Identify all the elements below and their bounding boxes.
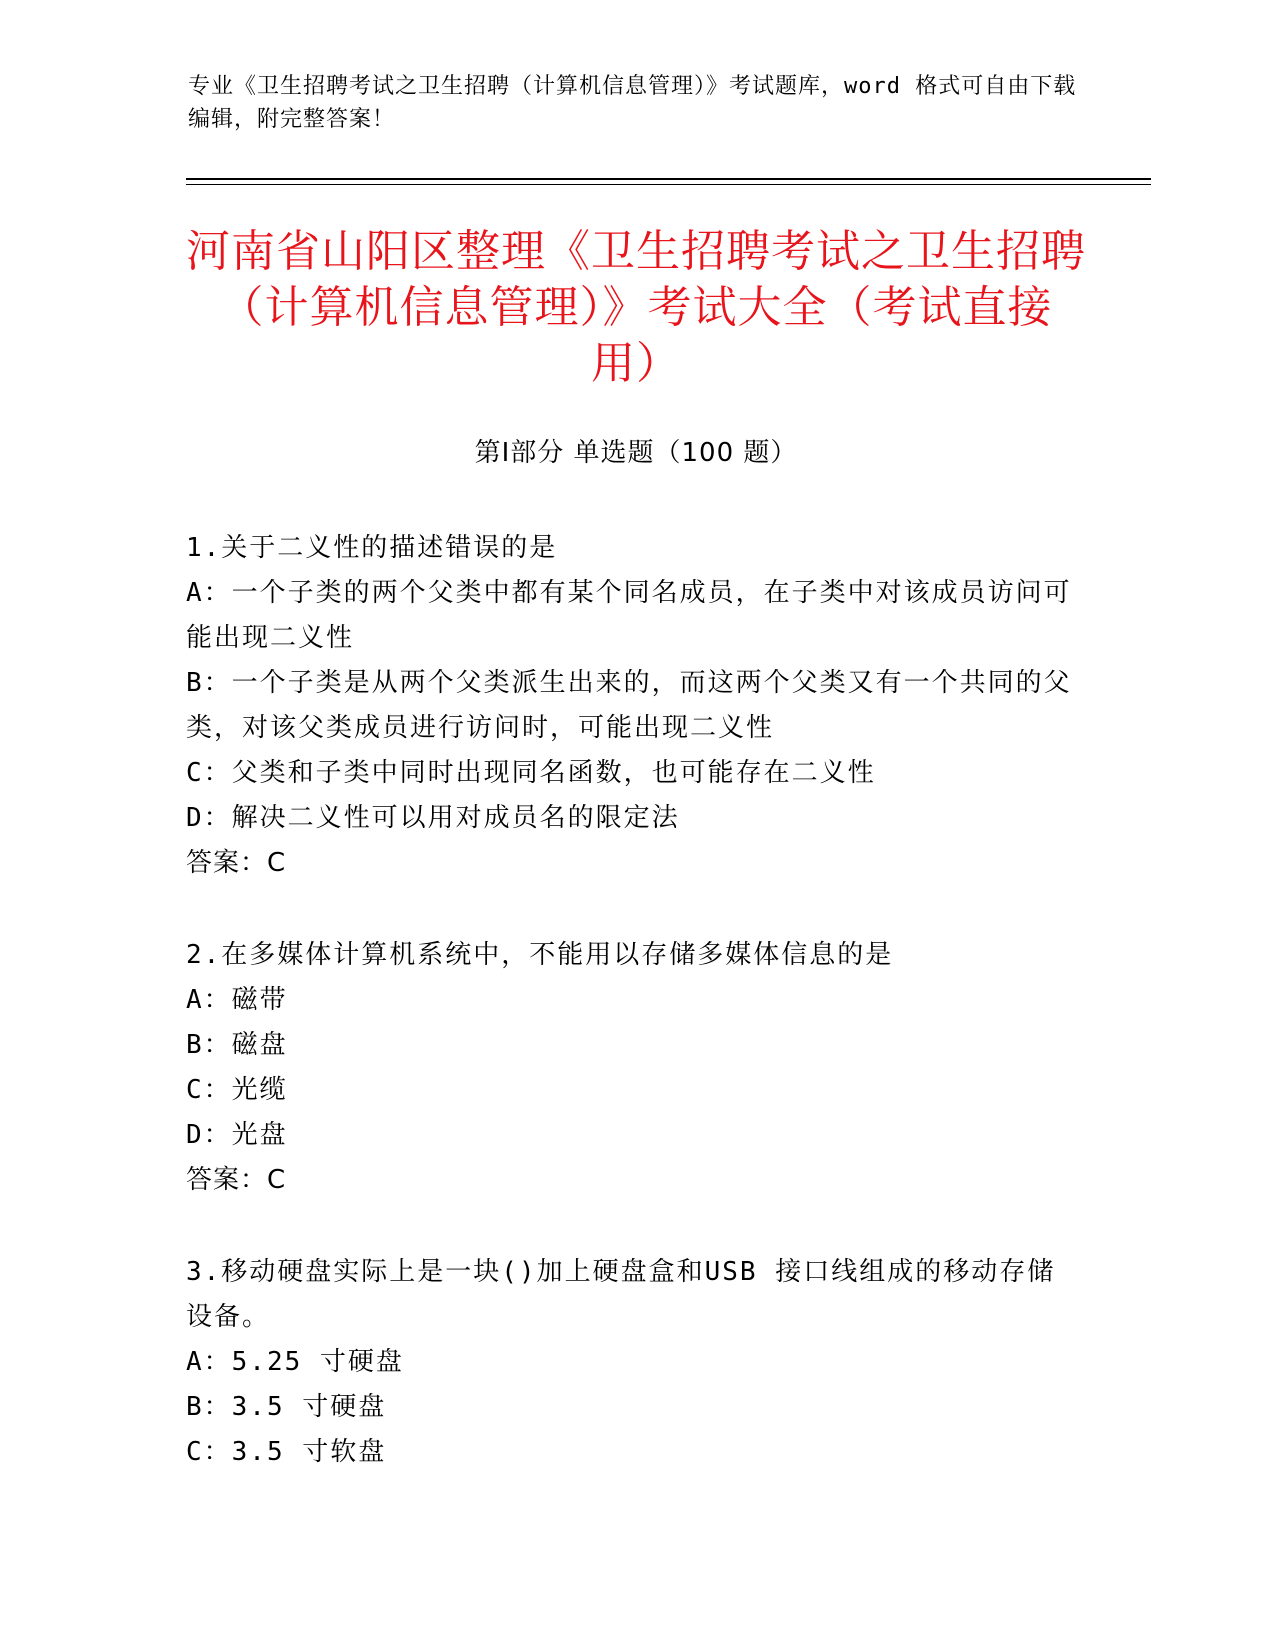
question-stem: 1.关于二义性的描述错误的是 [186,533,558,563]
question-stem: 2.在多媒体计算机系统中，不能用以存储多媒体信息的是 [186,940,894,970]
option-d: D：解决二义性可以用对成员名的限定法 [186,803,680,833]
question-3 [186,1250,1076,1475]
option-b: B：一个子类是从两个父类派生出来的，而这两个父类又有一个共同的父类，对该父类成员进行访问时，可能出现二义性 [186,668,1072,743]
answer-text: 答案：C [186,848,287,878]
document-title: 河南省山阳区整理《卫生招聘考试之卫生招聘（计算机信息管理）》考试大全（考试直接用） [186,226,1086,389]
option-d: D：光盘 [186,1120,288,1150]
option-c: C：父类和子类中同时出现同名函数，也可能存在二义性 [186,758,876,788]
header-rule-thick [186,178,1151,180]
option-c: C：3.5 寸软盘 [186,1437,387,1467]
option-a: A：一个子类的两个父类中都有某个同名成员，在子类中对该成员访问可能出现二义性 [186,578,1072,653]
question-1 [186,526,1076,886]
answer-text: 答案：C [186,1165,287,1195]
option-c: C：光缆 [186,1075,288,1105]
header-rule-thin [186,184,1151,185]
question-2 [186,933,1076,1203]
question-stem: 3.移动硬盘实际上是一块()加上硬盘盒和USB 接口线组成的移动存储设备。 [186,1257,1056,1332]
section-title: 第Ⅰ部分 单选题（100 题） [474,438,798,468]
header-note: 专业《卫生招聘考试之卫生招聘（计算机信息管理）》考试题库，word 格式可自由下载编辑，附完整答案！ [188,74,1077,132]
question-list [186,526,1076,1522]
option-a: A：5.25 寸硬盘 [186,1347,404,1377]
option-a: A：磁带 [186,985,288,1015]
option-b: B：磁盘 [186,1030,288,1060]
option-b: B：3.5 寸硬盘 [186,1392,387,1422]
